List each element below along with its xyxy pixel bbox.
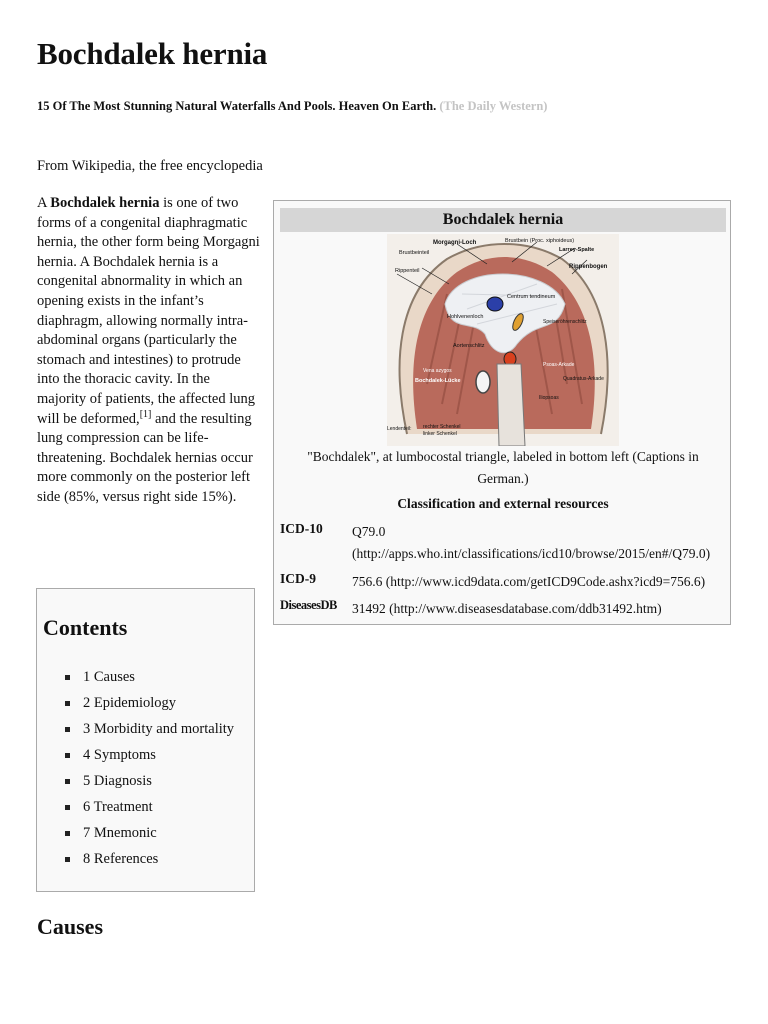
bullet-icon bbox=[65, 857, 70, 862]
label-rippenbogen: Rippenbogen bbox=[569, 264, 608, 270]
infobox-title: Bochdalek hernia bbox=[280, 208, 726, 232]
bullet-icon bbox=[65, 727, 70, 732]
promo-banner[interactable] bbox=[37, 99, 547, 114]
source-line: From Wikipedia, the free encyclopedia bbox=[37, 158, 263, 174]
promo-link[interactable]: 15 Of The Most Stunning Natural Waterfalls And Pools. Heaven On Earth. bbox=[37, 99, 437, 113]
table-of-contents bbox=[36, 588, 255, 892]
bullet-icon bbox=[65, 701, 70, 706]
label-quadratus: Quadratus-Arkade bbox=[563, 376, 604, 382]
toc-item-label[interactable]: 4 Symptoms bbox=[83, 747, 156, 763]
label-morgagni: Morgagni-Loch bbox=[433, 240, 477, 246]
label-vena: Vena azygos bbox=[423, 368, 452, 374]
label-larrey: Larrey-Spalte bbox=[559, 247, 595, 253]
page-title: Bochdalek hernia bbox=[37, 36, 268, 71]
intro-text-start: A bbox=[37, 195, 51, 211]
intro-term: Bochdalek hernia bbox=[50, 195, 160, 211]
label-brustbein: Brustbein (Proc. xiphoideus) bbox=[505, 238, 575, 244]
label-rippenteil: Rippenteil bbox=[395, 268, 420, 274]
toc-item-references[interactable] bbox=[65, 849, 234, 875]
bullet-icon bbox=[65, 805, 70, 810]
toc-title: Contents bbox=[43, 615, 128, 640]
bullet-icon bbox=[65, 753, 70, 758]
infobox-row-key: ICD-9 bbox=[280, 571, 316, 586]
toc-item-symptoms[interactable] bbox=[65, 745, 234, 771]
toc-item-morbidity[interactable] bbox=[65, 719, 234, 745]
infobox-row-value[interactable]: 31492 (http://www.diseasesdatabase.com/ddb31492.htm) bbox=[352, 601, 662, 616]
toc-item-label[interactable]: 8 References bbox=[83, 851, 159, 867]
label-brustbeinteil: Brustbeinteil bbox=[399, 250, 430, 256]
toc-item-label[interactable]: 5 Diagnosis bbox=[83, 773, 152, 789]
bullet-icon bbox=[65, 779, 70, 784]
diaphragm-illustration[interactable] bbox=[387, 234, 619, 446]
bullet-icon bbox=[65, 831, 70, 836]
toc-item-label[interactable]: 6 Treatment bbox=[83, 799, 153, 815]
label-lendenteil: Lendenteil: bbox=[387, 426, 412, 432]
infobox-subheading: Classification and external resources bbox=[397, 496, 609, 511]
label-centrum: Centrum tendineum bbox=[507, 294, 556, 300]
toc-item-treatment[interactable] bbox=[65, 797, 234, 823]
infobox bbox=[273, 200, 731, 625]
toc-item-label[interactable]: 3 Morbidity and mortality bbox=[83, 721, 235, 737]
label-psoas: Psoas-Arkade bbox=[543, 362, 575, 368]
infobox-caption: "Bochdalek", at lumbocostal triangle, labeled in bottom left (Captions in German.) bbox=[307, 449, 699, 486]
toc-list bbox=[65, 667, 234, 875]
label-linker: linker Schenkel bbox=[423, 431, 457, 437]
label-aorten: Aortenschlitz bbox=[453, 343, 485, 349]
toc-item-label[interactable]: 2 Epidemiology bbox=[83, 695, 177, 711]
intro-text-2: and the resulting lung compression can be life-threatening. Bochdalek hernias occur more commonly on the posterior left side (85%, versus right side 15%). bbox=[37, 410, 253, 505]
toc-item-epidemiology[interactable] bbox=[65, 693, 234, 719]
toc-item-mnemonic[interactable] bbox=[65, 823, 234, 849]
label-iliopsoas: Iliopsoas bbox=[539, 395, 559, 401]
bullet-icon bbox=[65, 675, 70, 680]
infobox-row-value[interactable]: Q79.0 (http://apps.who.int/classifications/icd10/browse/2015/en#/Q79.0) bbox=[352, 524, 711, 561]
label-bochdalek: Bochdalek-Lücke bbox=[415, 378, 461, 384]
section-heading-causes: Causes bbox=[37, 914, 104, 939]
label-speiserohre: Speiseröhrenschlitz bbox=[543, 319, 587, 325]
infobox-row-key: ICD-10 bbox=[280, 521, 323, 536]
intro-paragraph bbox=[37, 194, 261, 508]
promo-source[interactable]: (The Daily Western) bbox=[439, 99, 548, 113]
reference-link[interactable]: [1] bbox=[139, 408, 152, 420]
toc-item-diagnosis[interactable] bbox=[65, 771, 234, 797]
label-hohlvenen: Hohlvenenloch bbox=[447, 314, 484, 320]
label-rechter: rechter Schenkel bbox=[423, 424, 461, 430]
toc-item-causes[interactable] bbox=[65, 667, 234, 693]
infobox-row-value[interactable]: 756.6 (http://www.icd9data.com/getICD9Code.ashx?icd9=756.6) bbox=[352, 574, 706, 589]
toc-item-label[interactable]: 7 Mnemonic bbox=[83, 825, 157, 841]
infobox-row-key: DiseasesDB bbox=[280, 598, 337, 612]
intro-text-1: is one of two forms of a congenital diaphragmatic hernia, the other form being Morgagni hernia. A Bochdalek hernia is a congenital abnormality in which an opening exists in the infant’s diaphragm, allowing normally intra-abdominal organs (particularly the stomach and intestines) to protrude into the thoracic cavity. In the majority of patients, the affected lung will be deformed, bbox=[37, 195, 260, 427]
toc-item-label[interactable]: 1 Causes bbox=[83, 669, 135, 685]
diaphragm-drawing bbox=[387, 234, 619, 446]
